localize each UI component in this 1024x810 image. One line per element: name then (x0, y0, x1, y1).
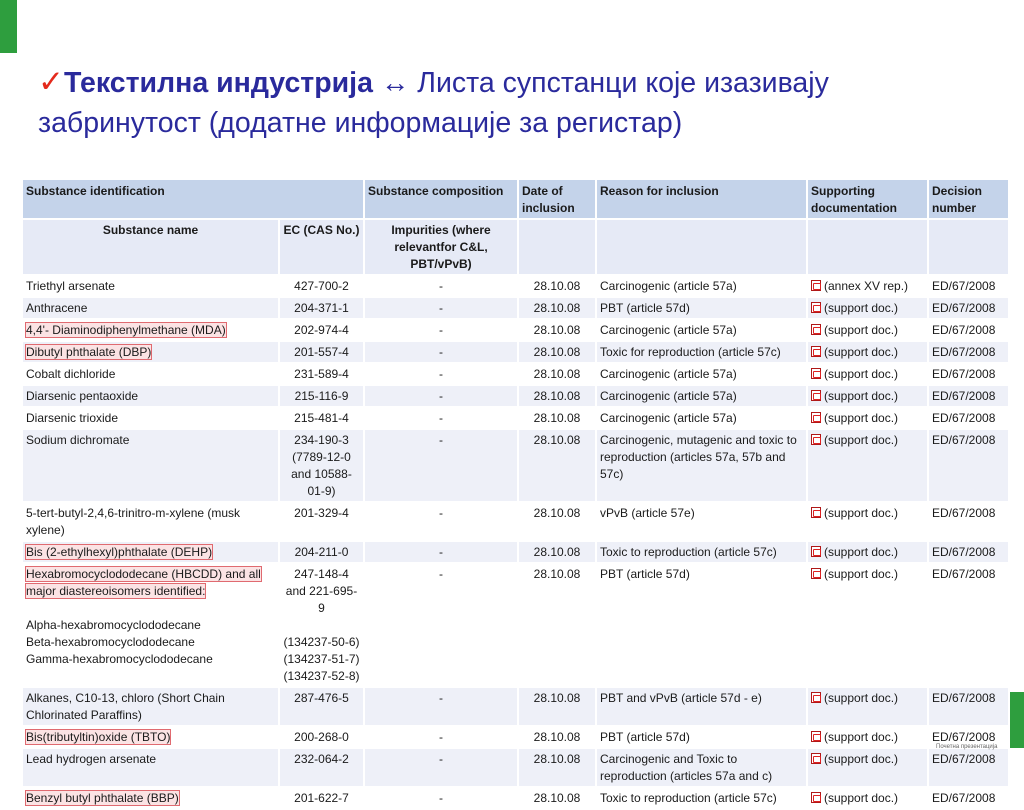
pdf-icon[interactable] (811, 280, 821, 291)
substance-name: 4,4'- Diaminodiphenylmethane (MDA) (26, 323, 226, 337)
substance-name-cell (23, 563, 279, 687)
reason-cell: PBT (article 57d) (596, 726, 807, 748)
impurities-cell: - (364, 385, 518, 407)
decision-cell: ED/67/2008 (928, 429, 1009, 502)
reason-cell: Carcinogenic (article 57a) (596, 319, 807, 341)
ec-number: 232-064-2 (294, 752, 349, 766)
decision-cell: ED/67/2008 (928, 541, 1009, 563)
ec-cas-cell (279, 363, 364, 385)
substance-name: Benzyl butyl phthalate (BBP) (26, 791, 179, 805)
pdf-icon[interactable] (811, 346, 821, 357)
documentation-cell[interactable] (807, 563, 928, 687)
substance-name-cell (23, 341, 279, 363)
pdf-icon[interactable] (811, 368, 821, 379)
substance-name: 5-tert-butyl-2,4,6-trinitro-m-xylene (musk xylene) (26, 506, 241, 537)
date-cell: 28.10.08 (518, 787, 596, 809)
impurities-cell: - (364, 748, 518, 787)
substance-name-cell (23, 787, 279, 809)
header-substance-identification: Substance identification (23, 180, 364, 219)
pdf-icon[interactable] (811, 302, 821, 313)
header-substance-name: Substance name (23, 219, 279, 275)
substance-name-cell (23, 319, 279, 341)
ec-number: 287-476-5 (294, 691, 349, 705)
impurities-cell: - (364, 502, 518, 541)
ec-number: 201-557-4 (294, 345, 349, 359)
impurities-cell: - (364, 687, 518, 726)
isomer-name: Beta-hexabromocyclododecane (26, 635, 195, 649)
ec-cas-cell (279, 341, 364, 363)
reason-cell: Carcinogenic and Toxic to reproduction (articles 57a and c) (596, 748, 807, 787)
decision-cell: ED/67/2008 (928, 687, 1009, 726)
decision-cell: ED/67/2008 (928, 787, 1009, 809)
documentation-link[interactable]: (support doc.) (824, 301, 899, 315)
decision-cell: ED/67/2008 (928, 385, 1009, 407)
substance-name: Diarsenic trioxide (26, 411, 119, 425)
date-cell: 28.10.08 (518, 541, 596, 563)
documentation-cell[interactable] (807, 297, 928, 319)
footer-watermark: Почетна презентација (936, 744, 998, 750)
documentation-link[interactable]: (support doc.) (824, 389, 899, 403)
ec-cas-cell (279, 429, 364, 502)
pdf-icon[interactable] (811, 434, 821, 445)
ec-cas-cell (279, 687, 364, 726)
date-cell: 28.10.08 (518, 563, 596, 687)
accent-bar-top (0, 0, 17, 53)
ec-number: 427-700-2 (294, 279, 349, 293)
substance-name: Lead hydrogen arsenate (26, 752, 157, 766)
reason-cell: Carcinogenic, mutagenic and toxic to reproduction (articles 57a, 57b and 57c) (596, 429, 807, 502)
reason-cell: vPvB (article 57e) (596, 502, 807, 541)
table-row (23, 787, 1009, 809)
documentation-cell[interactable] (807, 541, 928, 563)
table-row (23, 502, 1009, 541)
documentation-link[interactable]: (support doc.) (824, 506, 899, 520)
ec-number: 202-974-4 (294, 323, 349, 337)
title-rest: ↔ Листа супстанци које изазивају забринутост (додатне информације за регистар) (38, 67, 829, 139)
pdf-icon[interactable] (811, 731, 821, 742)
header-substance-composition: Substance composition (364, 180, 518, 219)
substance-name-cell (23, 429, 279, 502)
reason-cell: Toxic for reproduction (article 57c) (596, 341, 807, 363)
cas-number: (134237-50-6) (283, 635, 360, 649)
date-cell: 28.10.08 (518, 429, 596, 502)
decision-cell: ED/67/2008 (928, 748, 1009, 787)
pdf-icon[interactable] (811, 412, 821, 423)
decision-cell: ED/67/2008 (928, 363, 1009, 385)
ec-cas-cell (279, 787, 364, 809)
table-row (23, 726, 1009, 748)
substance-name: Dibutyl phthalate (DBP) (26, 345, 152, 359)
ec-cas-cell (279, 563, 364, 687)
ec-number: 200-268-0 (294, 730, 349, 744)
substance-name-cell (23, 275, 279, 297)
reason-cell: PBT (article 57d) (596, 297, 807, 319)
substance-name: Anthracene (26, 301, 88, 315)
impurities-cell: - (364, 319, 518, 341)
decision-cell: ED/67/2008 (928, 275, 1009, 297)
table-body (23, 275, 1009, 809)
impurities-cell: - (364, 563, 518, 687)
reason-cell: Toxic to reproduction (article 57c) (596, 787, 807, 809)
date-cell: 28.10.08 (518, 341, 596, 363)
substance-name-cell (23, 502, 279, 541)
isomer-name: Gamma-hexabromocyclododecane (26, 652, 213, 666)
table-row (23, 407, 1009, 429)
ec-cas-cell (279, 297, 364, 319)
substance-name: Diarsenic pentaoxide (26, 389, 139, 403)
substance-name: Cobalt dichloride (26, 367, 116, 381)
decision-cell: ED/67/2008 (928, 502, 1009, 541)
ec-number: 234-190-3 (7789-12-0 and 10588-01-9) (291, 433, 352, 498)
pdf-icon[interactable] (811, 692, 821, 703)
documentation-link[interactable]: (support doc.) (824, 411, 899, 425)
reason-cell: Carcinogenic (article 57a) (596, 363, 807, 385)
header-date-of-inclusion: Date of inclusion (518, 180, 596, 219)
checkmark-icon: ✓ (38, 64, 64, 99)
documentation-link[interactable]: (support doc.) (824, 691, 899, 705)
title-bold: Текстилна индустрија (63, 67, 373, 99)
table-row (23, 563, 1009, 687)
substance-name-cell (23, 385, 279, 407)
pdf-icon[interactable] (811, 546, 821, 557)
table-row (23, 275, 1009, 297)
decision-cell: ED/67/2008 (928, 319, 1009, 341)
date-cell: 28.10.08 (518, 726, 596, 748)
decision-cell: ED/67/2008 (928, 407, 1009, 429)
table-row (23, 541, 1009, 563)
date-cell: 28.10.08 (518, 319, 596, 341)
reason-cell: Carcinogenic (article 57a) (596, 385, 807, 407)
substance-name: Hexabromocyclododecane (HBCDD) and all major diastereoisomers identified: (26, 567, 261, 598)
decision-cell: ED/67/2008 (928, 563, 1009, 687)
table-row (23, 319, 1009, 341)
documentation-link[interactable]: (support doc.) (824, 433, 899, 447)
date-cell: 28.10.08 (518, 502, 596, 541)
cas-number: (134237-51-7) (283, 652, 360, 666)
documentation-cell[interactable] (807, 341, 928, 363)
date-cell: 28.10.08 (518, 363, 596, 385)
documentation-link[interactable]: (support doc.) (824, 752, 899, 766)
cas-number: (134237-52-8) (283, 669, 360, 683)
impurities-cell: - (364, 407, 518, 429)
documentation-cell[interactable] (807, 429, 928, 502)
substance-name-cell (23, 726, 279, 748)
header-reason-for-inclusion: Reason for inclusion (596, 180, 807, 219)
substance-name-cell (23, 541, 279, 563)
date-cell: 28.10.08 (518, 297, 596, 319)
impurities-cell: - (364, 297, 518, 319)
impurities-cell: - (364, 541, 518, 563)
date-cell: 28.10.08 (518, 407, 596, 429)
documentation-cell[interactable] (807, 502, 928, 541)
documentation-link[interactable]: (support doc.) (824, 367, 899, 381)
pdf-icon[interactable] (811, 390, 821, 401)
date-cell: 28.10.08 (518, 748, 596, 787)
documentation-cell[interactable] (807, 687, 928, 726)
table-row (23, 687, 1009, 726)
decision-cell: ED/67/2008 (928, 341, 1009, 363)
table-row (23, 385, 1009, 407)
documentation-cell[interactable] (807, 275, 928, 297)
documentation-cell[interactable] (807, 787, 928, 809)
impurities-cell: - (364, 787, 518, 809)
decision-cell: ED/67/2008 (928, 297, 1009, 319)
header-decision-number: Decision number (928, 180, 1009, 219)
substance-name: Alkanes, C10-13, chloro (Short Chain Chlorinated Paraffins) (26, 691, 225, 722)
ec-cas-cell (279, 407, 364, 429)
ec-number: 231-589-4 (294, 367, 349, 381)
ec-number: 215-116-9 (294, 389, 349, 403)
ec-cas-cell (279, 275, 364, 297)
ec-number: 215-481-4 (294, 411, 349, 425)
documentation-cell[interactable] (807, 407, 928, 429)
reason-cell: Carcinogenic (article 57a) (596, 275, 807, 297)
substance-name-cell (23, 687, 279, 726)
substance-name: Bis(tributyltin)oxide (TBTO) (26, 730, 171, 744)
substance-name-cell (23, 297, 279, 319)
ec-number: 201-329-4 (294, 506, 349, 520)
impurities-cell: - (364, 341, 518, 363)
header-impurities: Impurities (where relevantfor C&L, PBT/vPvB) (364, 219, 518, 275)
table-row (23, 297, 1009, 319)
documentation-link[interactable]: (support doc.) (824, 345, 899, 359)
pdf-icon[interactable] (811, 568, 821, 579)
ec-number: 204-211-0 (294, 545, 349, 559)
ec-number: 201-622-7 (294, 791, 349, 805)
reason-cell: Carcinogenic (article 57a) (596, 407, 807, 429)
ec-cas-cell (279, 726, 364, 748)
documentation-cell[interactable] (807, 385, 928, 407)
impurities-cell: - (364, 275, 518, 297)
decision-cell: ED/67/2008 (928, 726, 1009, 748)
substance-name-cell (23, 363, 279, 385)
table-row (23, 341, 1009, 363)
substances-table (23, 180, 1010, 810)
documentation-link[interactable]: (support doc.) (824, 791, 899, 805)
impurities-cell: - (364, 429, 518, 502)
reason-cell: PBT and vPvB (article 57d - e) (596, 687, 807, 726)
ec-cas-cell (279, 385, 364, 407)
substance-name-cell (23, 407, 279, 429)
pdf-icon[interactable] (811, 507, 821, 518)
documentation-cell[interactable] (807, 726, 928, 748)
substance-name: Bis (2-ethylhexyl)phthalate (DEHP) (26, 545, 213, 559)
header-ec-cas: EC (CAS No.) (279, 219, 364, 275)
date-cell: 28.10.08 (518, 687, 596, 726)
impurities-cell: - (364, 363, 518, 385)
date-cell: 28.10.08 (518, 275, 596, 297)
documentation-link[interactable]: (support doc.) (824, 323, 899, 337)
documentation-cell[interactable] (807, 363, 928, 385)
documentation-link[interactable]: (support doc.) (824, 545, 899, 559)
ec-cas-cell (279, 502, 364, 541)
documentation-cell[interactable] (807, 319, 928, 341)
ec-number: 204-371-1 (294, 301, 349, 315)
table-row (23, 429, 1009, 502)
ec-number: 247-148-4 and 221-695-9 (285, 567, 358, 615)
date-cell: 28.10.08 (518, 385, 596, 407)
pdf-icon[interactable] (811, 753, 821, 764)
documentation-link[interactable]: (annex XV rep.) (824, 279, 909, 293)
isomer-name: Alpha-hexabromocyclododecane (26, 618, 201, 632)
sub-header-row (23, 219, 1009, 275)
impurities-cell: - (364, 726, 518, 748)
reason-cell: PBT (article 57d) (596, 563, 807, 687)
ec-cas-cell (279, 319, 364, 341)
table-row (23, 363, 1009, 385)
substance-name: Sodium dichromate (26, 433, 130, 447)
reason-cell: Toxic to reproduction (article 57c) (596, 541, 807, 563)
header-supporting-documentation: Supporting documentation (807, 180, 928, 219)
substance-name: Triethyl arsenate (26, 279, 115, 293)
group-header-row (23, 180, 1009, 219)
pdf-icon[interactable] (811, 792, 821, 803)
pdf-icon[interactable] (811, 324, 821, 335)
ec-cas-cell (279, 541, 364, 563)
slide-title (38, 62, 998, 143)
documentation-link[interactable]: (support doc.) (824, 567, 899, 581)
documentation-link[interactable]: (support doc.) (824, 730, 899, 744)
